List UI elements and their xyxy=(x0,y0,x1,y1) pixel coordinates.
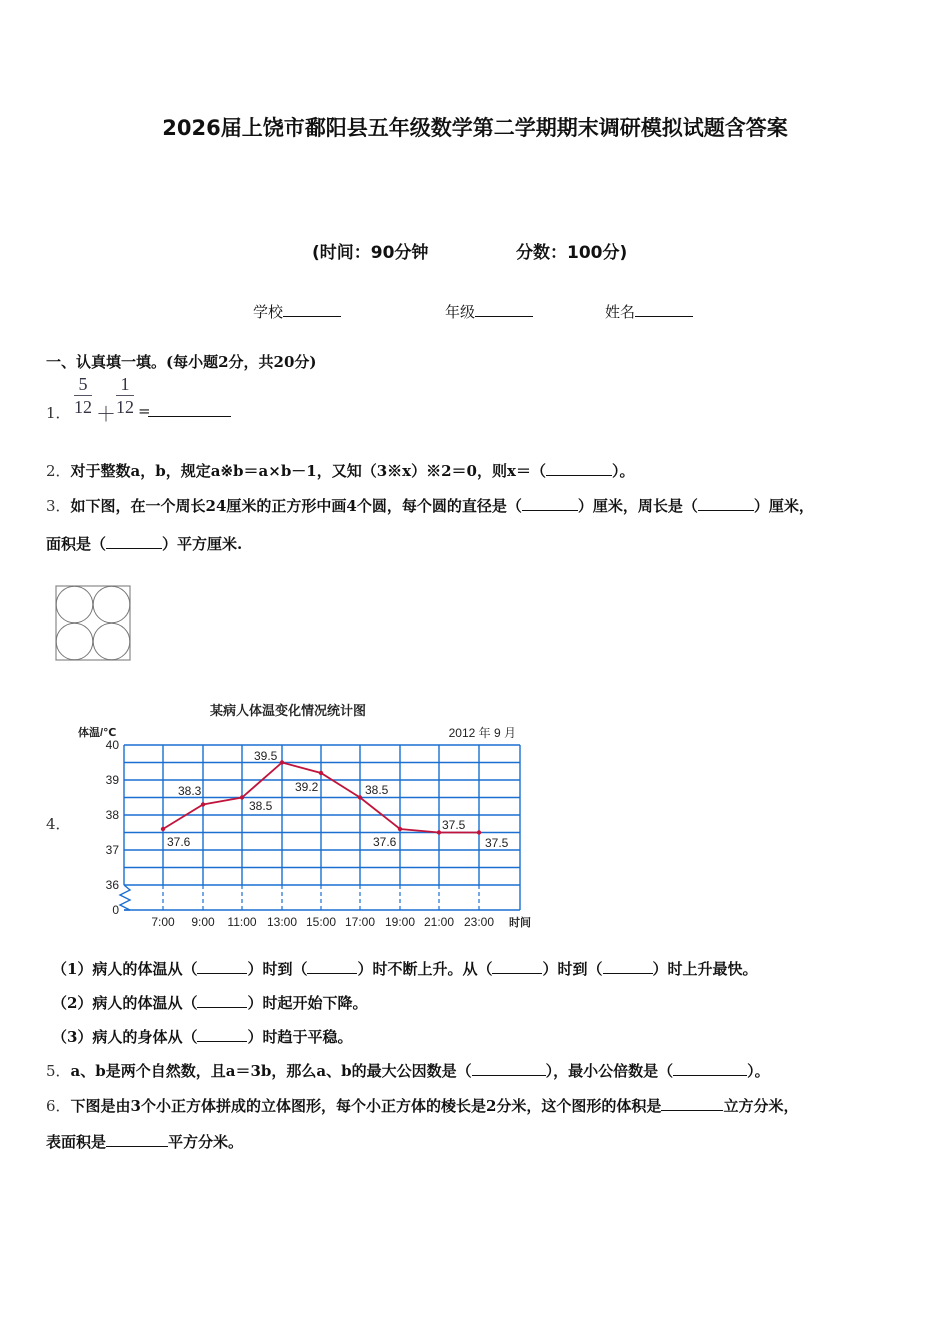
svg-text:37.5: 37.5 xyxy=(442,818,466,832)
question-4-sub-2: （2）病人的体温从（ ）时起开始下降。 xyxy=(52,994,368,1012)
grade-label: 年级 xyxy=(445,303,476,321)
answer-blank-1[interactable] xyxy=(148,402,231,417)
question-number: 3． xyxy=(46,497,71,515)
svg-text:15:00: 15:00 xyxy=(305,915,337,929)
y-tick-labels xyxy=(106,738,120,917)
time-label: (时间：90分钟 xyxy=(312,243,429,263)
svg-text:17:00: 17:00 xyxy=(344,915,376,929)
x-axis-label: 时间 xyxy=(509,917,531,929)
document-title: 2026届上饶市鄱阳县五年级数学第二学期期末调研模拟试题含答案 xyxy=(162,116,788,140)
section-heading: 一、认真填一填。(每小题2分，共20分) xyxy=(46,353,317,371)
answer-blank-2[interactable] xyxy=(546,461,612,476)
question-number: 6． xyxy=(46,1097,71,1115)
answer-blank-4-3[interactable] xyxy=(197,1027,247,1042)
circle-bottom-left xyxy=(56,623,93,660)
svg-text:11:00: 11:00 xyxy=(227,915,257,929)
question-2: 2．对于整数a，b，规定a※b＝a×b－1，又知（3※x）※2＝0，则x＝（ ）。 xyxy=(46,462,635,480)
svg-text:38: 38 xyxy=(105,808,119,822)
circle-top-left xyxy=(56,586,93,623)
school-label: 学校 xyxy=(253,303,284,321)
grade-field[interactable] xyxy=(445,301,533,322)
equals-sign: = xyxy=(138,402,151,420)
svg-text:40: 40 xyxy=(105,738,119,752)
fraction-5-12: $\frac{5}{12}$ xyxy=(74,374,92,417)
svg-text:13:00: 13:00 xyxy=(266,915,298,929)
svg-text:39.2: 39.2 xyxy=(295,780,319,794)
answer-blank-4-2[interactable] xyxy=(197,993,247,1008)
answer-blank-circumference[interactable] xyxy=(698,496,754,511)
score-label: 分数：100分) xyxy=(516,243,628,263)
answer-blank-4-1b[interactable] xyxy=(307,959,357,974)
square-outline xyxy=(56,586,130,660)
svg-text:23:00: 23:00 xyxy=(463,915,495,929)
svg-text:38.5: 38.5 xyxy=(249,799,273,813)
svg-text:19:00: 19:00 xyxy=(384,915,416,929)
circle-top-right xyxy=(93,586,130,623)
question-number: 5． xyxy=(46,1062,71,1080)
answer-blank-4-1a[interactable] xyxy=(197,959,247,974)
svg-text:37: 37 xyxy=(105,843,119,857)
x-tick-labels xyxy=(151,915,494,929)
svg-text:21:00: 21:00 xyxy=(423,915,455,929)
svg-text:39.5: 39.5 xyxy=(254,749,278,763)
answer-blank-lcm[interactable] xyxy=(673,1061,747,1076)
question-3-line-2: 面积是（ ）平方厘米. xyxy=(46,535,243,553)
name-blank[interactable] xyxy=(635,302,693,317)
answer-blank-surface-area[interactable] xyxy=(106,1132,168,1147)
question-4-sub-1: （1）病人的体温从（ ）时到（ ）时不断上升。从（ ）时到（ ）时上升最快。 xyxy=(52,960,758,978)
square-circles-figure xyxy=(55,585,133,663)
question-6: 6．下图是由3个小正方体拼成的立体图形，每个小正方体的棱长是2分米，这个图形的体积是 立方分米， xyxy=(46,1097,799,1115)
school-blank[interactable] xyxy=(283,302,341,317)
question-6-line-2: 表面积是 平方分米。 xyxy=(46,1133,244,1151)
svg-text:7:00: 7:00 xyxy=(151,915,175,929)
name-field[interactable] xyxy=(605,301,693,322)
grade-blank[interactable] xyxy=(475,302,533,317)
question-number: 4． xyxy=(46,815,71,833)
y-axis-label: 体温/℃ xyxy=(78,727,117,739)
svg-text:39: 39 xyxy=(105,773,119,787)
chart-subtitle: 2012 年 9 月 xyxy=(448,726,516,740)
chart-title: 某病人体温变化情况统计图 xyxy=(209,703,367,718)
name-label: 姓名 xyxy=(605,303,636,321)
svg-text:37.6: 37.6 xyxy=(373,835,397,849)
temperature-line-chart xyxy=(60,695,550,940)
circle-bottom-right xyxy=(93,623,130,660)
svg-text:38.5: 38.5 xyxy=(365,783,389,797)
svg-text:37.5: 37.5 xyxy=(485,836,509,850)
school-field[interactable] xyxy=(253,301,341,322)
question-4-sub-3: （3）病人的身体从（ ）时趋于平稳。 xyxy=(52,1028,353,1046)
answer-blank-gcd[interactable] xyxy=(472,1061,546,1076)
svg-text:36: 36 xyxy=(105,878,119,892)
answer-blank-volume[interactable] xyxy=(661,1096,723,1111)
answer-blank-diameter[interactable] xyxy=(522,496,578,511)
point-labels xyxy=(167,749,509,850)
answer-blank-4-1d[interactable] xyxy=(603,959,653,974)
plus-sign: ＋ xyxy=(96,402,116,426)
answer-blank-4-1c[interactable] xyxy=(492,959,542,974)
fraction-1-12: $\frac{1}{12}$ xyxy=(116,374,134,417)
svg-text:0: 0 xyxy=(112,903,119,917)
svg-text:38.3: 38.3 xyxy=(178,784,202,798)
svg-text:9:00: 9:00 xyxy=(191,915,215,929)
chart-grid-dashed xyxy=(163,885,479,910)
question-3: 3．如下图，在一个周长24厘米的正方形中画4个圆，每个圆的直径是（ ）厘米，周长是（ ）厘米， xyxy=(46,497,814,515)
question-5: 5．a、b是两个自然数，且a＝3b，那么a、b的最大公因数是（ ），最小公倍数是（ ）。 xyxy=(46,1062,770,1080)
svg-text:37.6: 37.6 xyxy=(167,835,191,849)
answer-blank-area[interactable] xyxy=(106,534,162,549)
axis-break-icon xyxy=(120,885,130,910)
question-number: 1． xyxy=(46,404,71,422)
question-number: 2． xyxy=(46,462,71,480)
